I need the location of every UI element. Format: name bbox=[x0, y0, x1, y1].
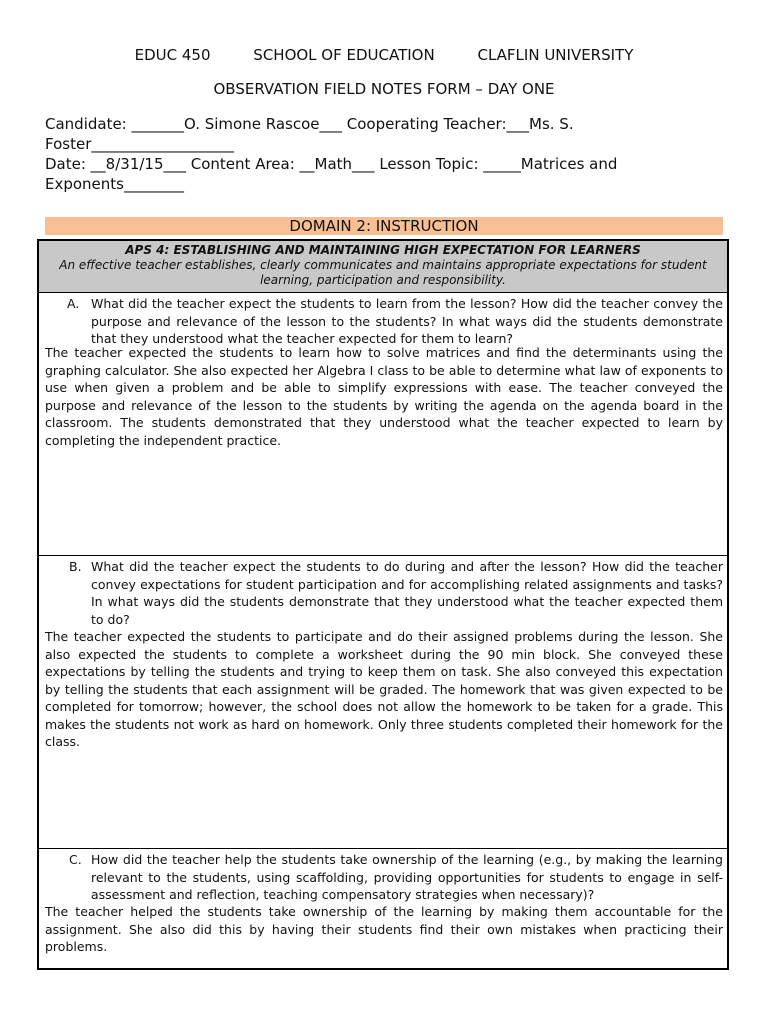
observation-table bbox=[37, 239, 729, 970]
candidate-teacher-line: Candidate: _______O. Simone Rascoe___ Cooperating Teacher:___Ms. S. Foster___________________ bbox=[45, 115, 574, 153]
section-b bbox=[39, 556, 727, 849]
section-c bbox=[39, 849, 727, 968]
form-title: OBSERVATION FIELD NOTES FORM – DAY ONE bbox=[213, 80, 555, 98]
section-letter: B. bbox=[69, 559, 82, 574]
document-header bbox=[0, 46, 768, 64]
section-question: What did the teacher expect the students to do during and after the lesson? How did the teacher convey expectations for student participation and for accomplishing related assignments and tasks? In what ways did the students demonstrate that they understood what the teacher expected them to do? bbox=[91, 559, 723, 627]
domain-heading: DOMAIN 2: INSTRUCTION bbox=[45, 217, 723, 235]
section-question: What did the teacher expect the students to learn from the lesson? How did the teacher convey the purpose and relevance of the lesson to the students? In what ways did the students demonstrate that they understood what the teacher expected for them to learn? bbox=[91, 296, 723, 346]
date-content-topic-line: Date: __8/31/15___ Content Area: __Math___ Lesson Topic: _____Matrices and Exponents________ bbox=[45, 155, 618, 193]
course-code: EDUC 450 bbox=[134, 46, 211, 64]
school-name: SCHOOL OF EDUCATION bbox=[253, 46, 435, 64]
aps-header bbox=[39, 241, 727, 293]
section-answer: The teacher expected the students to learn how to solve matrices and find the determinants using the graphing calculator. She also expected her Algebra I class to be able to determine what law of exponents to use when given a problem and be able to simplify expressions with ease. The teacher conveyed the purpose and relevance of the lesson to the students by writing the agenda on the agenda board in the classroom. The students demonstrated that they understood what the teacher expected to learn by completing the independent practice. bbox=[45, 345, 723, 448]
aps-description: An effective teacher establishes, clearly communicates and maintains appropriate expectations for student learning, participation and responsibility. bbox=[59, 258, 707, 287]
section-question: How did the teacher help the students take ownership of the learning (e.g., by making the learning relevant to the students, using scaffolding, providing opportunities for students to engage in self-assessment and reflection, teaching compensatory strategies when necessary)? bbox=[91, 852, 723, 902]
section-answer: The teacher expected the students to participate and do their assigned problems during the lesson. She also expected the students to complete a worksheet during the 90 min block. She conveyed these expectations by telling the students and trying to keep them on task. She also conveyed this expectation by telling the students that each assignment will be graded. The homework that was given expected to be completed for tomorrow; however, the school does not allow the homework to be taken for a grade. This makes the students not work as hard on homework. Only three students completed their homework for the class. bbox=[45, 629, 723, 749]
section-letter: C. bbox=[69, 852, 82, 867]
aps-title: APS 4: ESTABLISHING AND MAINTAINING HIGH EXPECTATION FOR LEARNERS bbox=[125, 243, 641, 257]
university-name: CLAFLIN UNIVERSITY bbox=[477, 46, 634, 64]
section-answer: The teacher helped the students take ownership of the learning by making them accountable for the assignment. She also did this by having their students find their own mistakes when practicing their problems. bbox=[45, 904, 723, 954]
section-a bbox=[39, 293, 727, 556]
section-letter: A. bbox=[67, 296, 80, 311]
